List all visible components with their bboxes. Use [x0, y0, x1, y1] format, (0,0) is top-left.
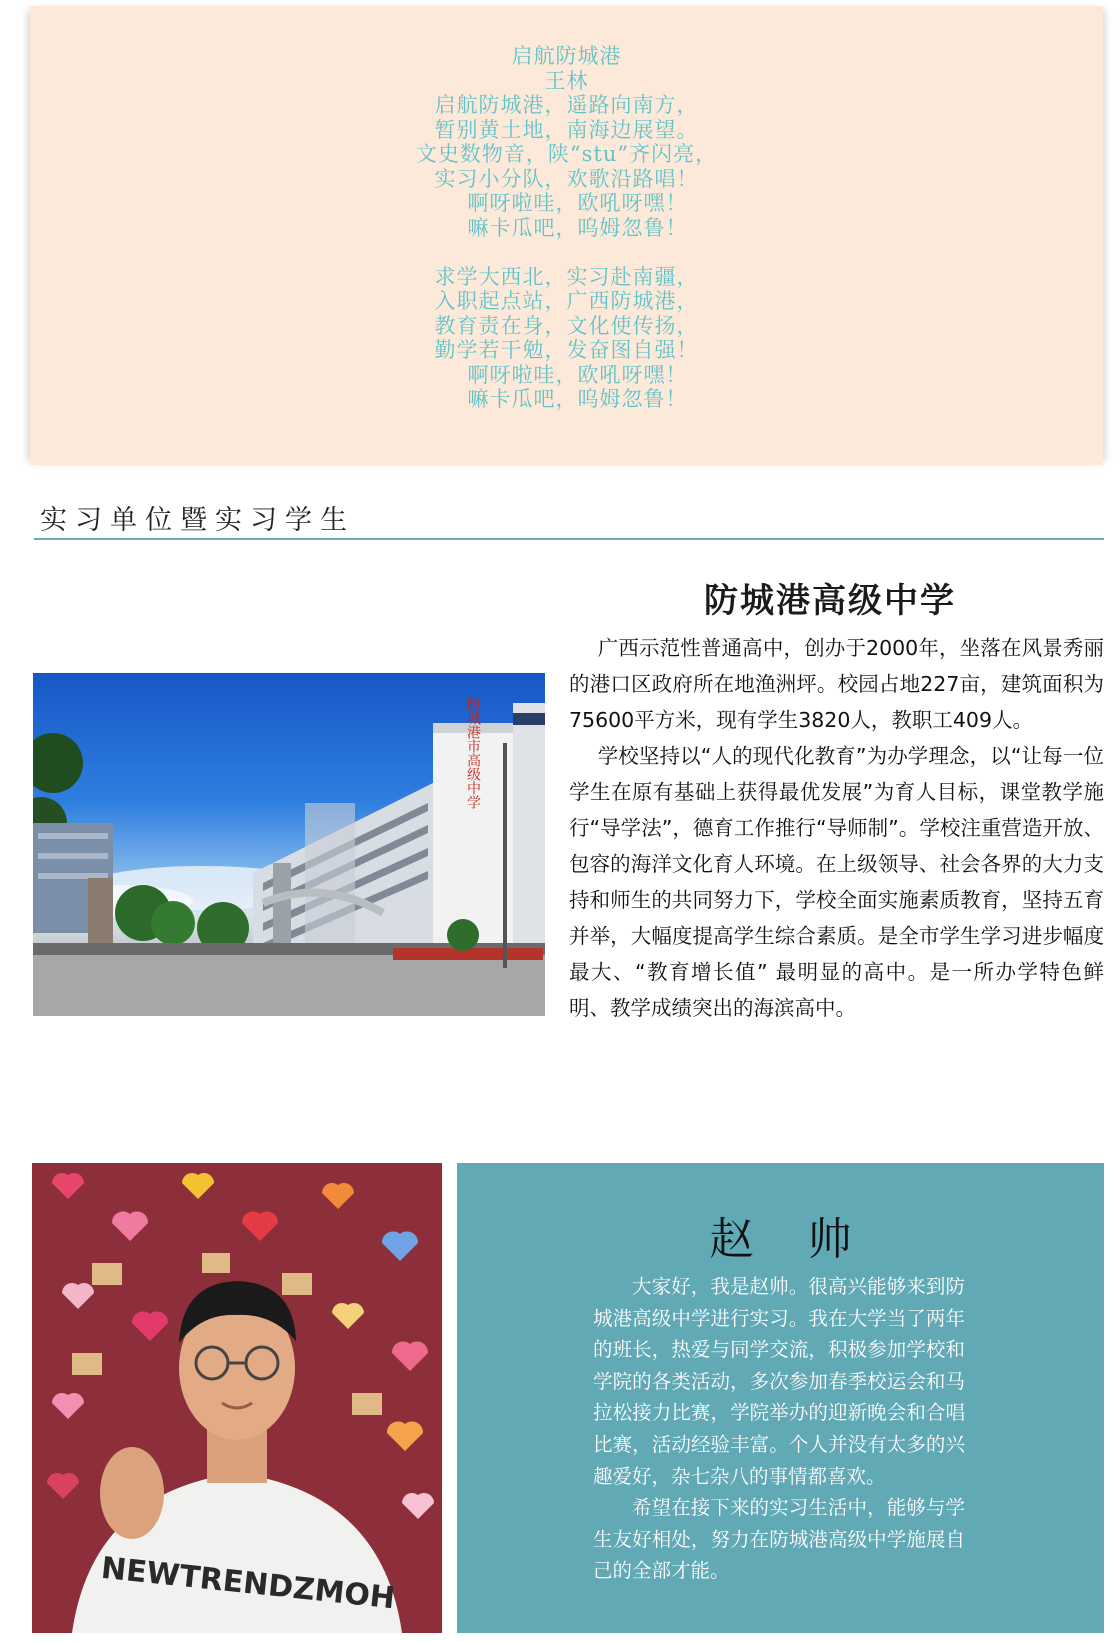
- poem-panel: [30, 6, 1103, 465]
- poem-line: 勤学若干勉，发奋图自强！: [434, 338, 699, 362]
- section-title: 实习单位暨实习学生: [40, 505, 355, 536]
- poem-line: 啊呀啦哇，欧吼呀嘿！: [445, 191, 688, 215]
- building-sign-text: 防城港市高级中学: [465, 697, 481, 809]
- poem-line: 求学大西北，实习赴南疆，: [434, 264, 699, 289]
- campus-illustration: [33, 673, 545, 1016]
- poem-line: 啊呀啦哇，欧吼呀嘿！: [445, 362, 688, 387]
- poem-stanza-break: [30, 240, 1103, 265]
- school-paragraph: 广西示范性普通高中，创办于2000年，坐落在风景秀丽的港口区政府所在地渔洲坪。校园占地227亩，建筑面积为75600平方米，现有学生3820人，教职工409人。: [569, 636, 1104, 732]
- school-campus-photo: [33, 673, 545, 1016]
- poem-line: 嘛卡瓜吧，呜姆忽鲁！: [445, 387, 688, 411]
- student-portrait-illustration: [32, 1163, 442, 1633]
- poem-line: 文史数物音，陕“stu”齐闪亮，: [415, 142, 718, 166]
- student-name: 赵帅: [709, 1214, 906, 1265]
- poem: [30, 44, 1103, 412]
- student-paragraph: 大家好，我是赵帅。很高兴能够来到防城港高级中学进行实习。我在大学当了两年的班长，热爱与同学交流，积极参加学校和学院的各类活动，多次参加春季校运会和马拉松接力比赛，学院举办的迎新晚会和合唱比赛，活动经验丰富。个人并没有太多的兴趣爱好，杂七杂八的事情都喜欢。: [593, 1275, 965, 1488]
- poem-line: 暂别黄土地，南海边展望。: [434, 117, 699, 142]
- student-card: [457, 1163, 1104, 1633]
- section-divider: [34, 538, 1104, 540]
- student-introduction: [593, 1271, 965, 1587]
- poem-line: 入职起点站，广西防城港，: [434, 289, 699, 313]
- poem-line: 实习小分队，欢歌沿路唱！: [434, 166, 699, 191]
- poem-line: 教育责在身，文化使传扬，: [434, 313, 699, 338]
- poem-line: 嘛卡瓜吧，呜姆忽鲁！: [445, 215, 688, 240]
- school-description: [569, 630, 1104, 1026]
- poem-line: 启航防城港，遥路向南方，: [434, 93, 699, 117]
- student-photo: [32, 1163, 442, 1633]
- poem-author: 王林: [544, 68, 589, 93]
- student-paragraph: 希望在接下来的实习生活中，能够与学生友好相处，努力在防城港高级中学施展自己的全部才能。: [593, 1496, 965, 1583]
- school-paragraph: 学校坚持以“人的现代化教育”为办学理念，以“让每一位学生在原有基础上获得最优发展”为育人目标，课堂教学施行“导学法”，德育工作推行“导师制”。学校注重营造开放、包容的海洋文化育人环境。在上级领导、社会各界的大力支持和师生的共同努力下，学校全面实施素质教育，坚持五育并举，大幅度提高学生综合素质。是全市学生学习进步幅度最大、“教育增长值” 最明显的高中。是一所办学特色鲜明、教学成绩突出的海滨高中。: [569, 744, 1104, 1020]
- shirt-text: NEWTRENDZMOH: [99, 1550, 397, 1617]
- poem-title: 启航防城港: [511, 44, 622, 68]
- school-title: 防城港高级中学: [704, 581, 956, 621]
